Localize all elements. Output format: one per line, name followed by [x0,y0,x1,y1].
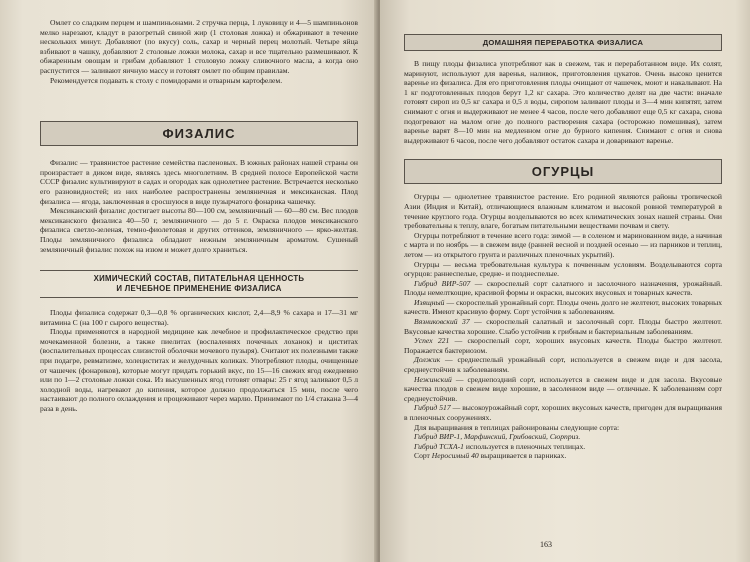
variety-nezhinsky: Нежинский — среднепоздний сорт, используется в свежем виде и для засола. Вкусовые качества плодов в свежем виде хорошие, в засоленном виде — отличные. К заболеваниям сорт среднеустойчив. [404,374,722,403]
cucumber-seasons: Огурцы потребляют в течение всего года: зимой — в соленом и маринованном виде, а начиная с марта и по ноябрь — в свежем виде (ранней весной и поздней осенью — из парников и теплиц, летом — из открытого грунта и различных пленочных укрытий). [404,230,722,259]
variety-nerosimy: Сорт Неросимый 40 выращивается в парниках. [414,451,567,461]
physalis-varieties: Мексиканский физалис достигает высоты 80—100 см, земляничный — 60—80 см. Вес плодов мексиканского физалиса 40—50 г, земляничного — до 5 г. Окраска плодов мексиканского физалиса светло-зеленая, темно-фиолетовая и других оттенков, земляничного — ярко-желтая. Плоды земляничного физалиса обладают нежным земляничным ароматом. Сушеный земляничный физалис похож на изюм и может долго храниться. [40,206,358,254]
greenhouse-list: Гибрид ВИР-1, Марфинский, Грибовский, Сюрприз. [414,432,581,442]
serving-note: Рекомендуется подавать к столу с помидорами и отварным картофелем. [50,75,283,85]
physalis-intro: Физалис — травянистое растение семейства пасленовых. В южных районах нашей страны он произрастает в диком виде, являясь здесь многолетним. В средней полосе Европейской части СССР физалис культивируют в садах и огородах как однолетнее растение. Встречается несколько его разновидностей; из них наиболее распространены земляничная и мексиканская. Плод физалиса — ягода, заключенная в сросшуюся в виде пузырчатого фонарика чашечку. [40,158,358,206]
right-column [404,0,722,461]
cucumbers-title: ОГУРЦЫ [404,159,722,184]
medical-use: Плоды применяются в народной медицине как лечебное и профилактическое средство при мочекаменной болезни, а также пиелитах (воспалениях почечных лоханок) и циститах (воспалительных процессах слизистой оболочки мочевого пузыря). Считают их полезными также при подагре, ревматизме, холециститах и желудочных коликах. Употребляют плоды, очищенные от чашечек (фонариков), которые могут придать горький вкус, по 15—16 свежих ягод ежедневно или по 1—2 столовые ложки сока. Из высушенных ягод готовят отвары: 25 г ягод заливают 0,5 л холодной воды, нагревают до кипения, которое должно продолжаться 15 мин, после чего настаивают до полного охлаждения и процеживают через марлю. Принимают по 1/4 стакана 3—4 раза в день. [40,327,358,414]
variety-izyashchny: Изящный — скороспелый урожайный сорт. Плоды очень долго не желтеют, высоких товарных качеств. Имеют красивую форму. Сорт устойчив к заболеваниям. [404,297,722,317]
chem-composition: Плоды физалиса содержат 0,3—0,8 % органических кислот, 2,4—8,9 % сахара и 17—31 мг витамина С (на 100 г сырого вещества). [40,308,358,327]
right-page [380,0,750,562]
chem-heading [40,274,358,294]
home-processing-text: В пищу плоды физалиса употребляют как в свежем, так и переработанном виде. Их солят, маринуют, используют для варенья, наливок, приготовления цукатов. Очень высоко ценится варенье из физалиса. Для его приготовления плоды очищают от чашечек, моют и накалывают. На 1 кг подготовленных плодов берут 1,2 кг сахара. Это количество делят на две части: вначале готовят сироп из 0,5 кг сахара и 0,5 л воды, сиропом заливают плоды и 3—4 мин кипятят, затем снимают с огня и выдерживают не менее 4 часов, после чего добавляют еще 0,5 кг сахара, снова подогревают на малом огне до полного растворения сахара (осторожно помешивая), затем варенье варят 8—10 мин на медленном огне до бурного кипения. Снимают с огня и снова выдерживают 6 часов, после чего добавляют остаток сахара и доваривают варенье. [404,59,722,145]
physalis-title: ФИЗАЛИС [40,121,358,146]
variety-txa: Гибрид ТСХА-1 используется в пленочных теплицах. [414,441,586,451]
variety-uspekh: Успех 221 — скороспелый сорт, хороших вкусовых качеств. Плоды быстро желтеют. Поражается бактериозом. [404,336,722,355]
left-column [40,0,358,414]
variety-vir507: Гибрид ВИР-507 — скороспелый сорт салатного и засолочного назначения, урожайный. Плоды немелткощие, красивой формы и окраски, высоких вкусовых и товарных качеств. [404,278,722,298]
variety-vyaznikovsky: Вязниковский 37 — скороспелый салатный и засолочный сорт. Плоды быстро желтеют. Вкусовые качества хорошие. Слабо устойчив к грибным и бактериальным заболеваниям. [404,317,722,336]
cucumber-origin: Огурцы — однолетнее травянистое растение. Его родиной являются районы тропической Азии (Индия и Китай), отличающиеся влажным климатом и высокой ровной температурой в течение круглого года. Огурцы возделываются во всех климатических зонах нашей страны. Они требовательны к теплу, влаге, богатым питательными веществами почвам и свету. [404,192,722,231]
home-processing-title: ДОМАШНЯЯ ПЕРЕРАБОТКА ФИЗАЛИСА [404,34,722,51]
omelet-recipe: Омлет со сладким перцем и шампиньонами. 2 стручка перца, 1 луковицу и 4—5 шампиньонов мелко нарезают, кладут в разогретый свиной жир (1 столовая ложка) и обжаривают в течение нескольких минут. Добавляют (по вкусу) соль, сахар и черный перец молотый. Четыре яйца взбивают в чашку, добавляют 2 столовые ложки молока, сахар и все тщательно размешивают. К обжаренным овощам и грибам добавляют 1 столовую ложку сливочного масла, а когда оно распустится — заливают яичную массу и готовят омлет по общим правилам. [40,18,358,75]
chem-heading-line-2: И ЛЕЧЕБНОЕ ПРИМЕНЕНИЕ ФИЗАЛИСА [116,284,282,294]
cucumber-soil: Огурцы — весьма требовательная культура к почвенным условиям. Возделываются сорта огурцов: раннеспелые, средне- и позднеспелые. [404,259,722,279]
variety-dolzhik: Должик — среднеспелый урожайный сорт, используется в свежем виде и для засола, среднеустойчив к заболеваниям. [404,355,722,375]
chem-heading-line-1: ХИМИЧЕСКИЙ СОСТАВ, ПИТАТЕЛЬНАЯ ЦЕННОСТЬ [93,274,305,284]
greenhouse-intro: Для выращивания в теплицах районированы следующие сорта: [414,422,620,432]
variety-hybrid517: Гибрид 517 — высокоурожайный сорт, хороших вкусовых качеств, пригоден для выращивания в пленочных сооружениях. [404,403,723,422]
page-number: 163 [540,540,552,549]
